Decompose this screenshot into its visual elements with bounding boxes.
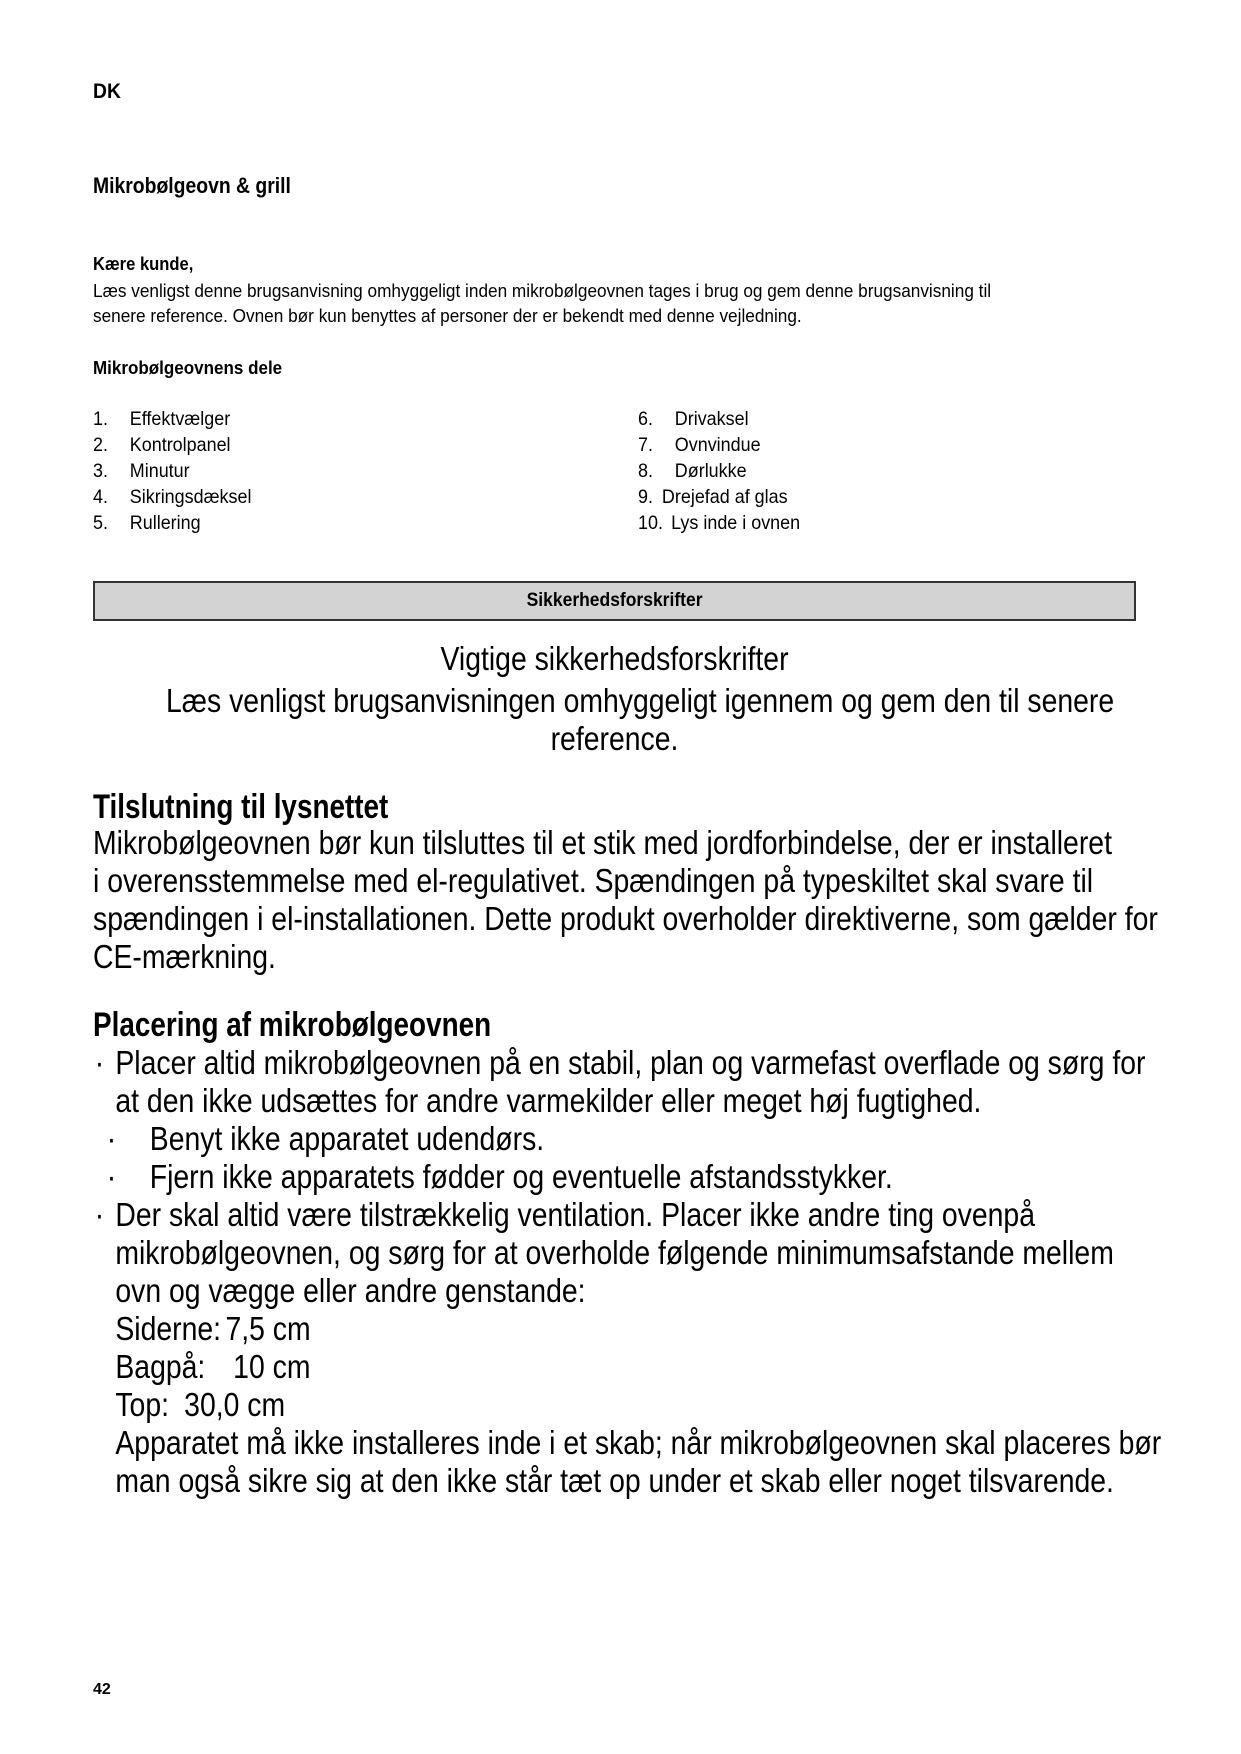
- distance-value: 30,0 cm: [184, 1386, 286, 1423]
- item-number: 2.: [93, 434, 108, 456]
- list-item: [93, 432, 251, 458]
- intro-line: senere reference. Ovnen bør kun benyttes af personer der er bekendt med denne vejledning.: [93, 305, 802, 326]
- distance-value: 7,5 cm: [225, 1310, 311, 1347]
- intro-paragraph: [93, 278, 1060, 328]
- safety-heading: Vigtige sikkerhedsforskrifter: [440, 640, 789, 677]
- item-number: 3.: [93, 460, 108, 482]
- safety-subline: Læs venligst brugsanvisningen omhyggeligt igennem og gem den til senere: [166, 682, 1115, 719]
- bullet-dot-icon: ·: [106, 1158, 117, 1195]
- safety-intro: [166, 640, 1115, 758]
- parts-list-right: [638, 406, 800, 536]
- item-number: 6.: [638, 408, 653, 430]
- bullet-line: man også sikre sig at den ikke står tæt op under et skab eller noget tilsvarende.: [115, 1462, 1114, 1499]
- list-item: [93, 510, 251, 536]
- item-label: Sikringsdæksel: [129, 486, 252, 508]
- item-label: Kontrolpanel: [129, 434, 231, 456]
- section-heading-connection: Tilslutning til lysnettet: [93, 788, 389, 826]
- list-item: [638, 484, 800, 510]
- placement-list: [93, 1044, 1161, 1500]
- item-label: Effektvælger: [129, 408, 231, 430]
- list-item: [93, 406, 251, 432]
- language-code: DK: [93, 80, 121, 103]
- intro-line: Læs venligst denne brugsanvisning omhyggeligt inden mikrobølgeovnen tages i brug og gem denne brugsanvisning til: [93, 280, 992, 301]
- bullet-item: [93, 1044, 1161, 1120]
- distance-row: [115, 1386, 1161, 1424]
- distance-row: [115, 1310, 1161, 1348]
- section-heading-placement: Placering af mikrobølgeovnen: [93, 1006, 492, 1044]
- paragraph-line: CE-mærkning.: [93, 938, 276, 975]
- bullet-line: at den ikke udsættes for andre varmekilder eller meget høj fugtighed.: [115, 1082, 982, 1119]
- connection-paragraph: [93, 824, 1158, 976]
- item-number: 4.: [93, 486, 108, 508]
- list-item: [638, 458, 800, 484]
- paragraph-line: i overensstemmelse med el-regulativet. Spændingen på typeskiltet skal svare til: [93, 862, 1094, 899]
- item-label: Dørlukke: [674, 460, 747, 482]
- sub-bullet-item: [93, 1120, 1161, 1158]
- sub-bullet-text: Fjern ikke apparatets fødder og eventuelle afstandsstykker.: [149, 1158, 893, 1195]
- item-label: Rullering: [129, 512, 201, 534]
- distance-value: 10 cm: [233, 1348, 311, 1385]
- sub-bullet-item: [93, 1158, 1161, 1196]
- item-label: Drivaksel: [674, 408, 749, 430]
- item-number: 5.: [93, 512, 108, 534]
- bullet-text: [93, 1044, 1161, 1120]
- distance-label: Bagpå:: [115, 1348, 206, 1385]
- item-label: Minutur: [129, 460, 190, 482]
- item-number: 1.: [93, 408, 108, 430]
- section-banner: [93, 581, 1136, 621]
- bullet-text: [93, 1196, 1161, 1500]
- bullet-dot-icon: ·: [106, 1120, 117, 1157]
- bullet-item: [93, 1196, 1161, 1500]
- section-banner-label: Sikkerhedsforskrifter: [526, 590, 703, 611]
- bullet-line: Der skal altid være tilstrækkelig ventilation. Placer ikke andre ting ovenpå: [115, 1196, 1035, 1233]
- item-label: Ovnvindue: [674, 434, 761, 456]
- paragraph-line: spændingen i el-installationen. Dette produkt overholder direktiverne, som gælder for: [93, 900, 1158, 937]
- greeting: Kære kunde,: [93, 254, 194, 274]
- bullet-line: mikrobølgeovnen, og sørg for at overholde følgende minimumsafstande mellem: [115, 1234, 1114, 1271]
- item-number: 9.: [638, 486, 653, 508]
- bullet-dot-icon: ·: [94, 1196, 105, 1233]
- page-number: 42: [93, 1681, 111, 1698]
- list-item: [93, 458, 251, 484]
- item-number: 7.: [638, 434, 653, 456]
- document-title: Mikrobølgeovn & grill: [93, 173, 291, 198]
- item-number: 8.: [638, 460, 653, 482]
- item-label: Lys inde i ovnen: [671, 512, 801, 534]
- distance-row: [115, 1348, 1161, 1386]
- list-item: [638, 432, 800, 458]
- item-label: Drejefad af glas: [661, 486, 788, 508]
- paragraph-line: Mikrobølgeovnen bør kun tilsluttes til et stik med jordforbindelse, der er installeret: [93, 824, 1112, 861]
- distance-label: Top:: [115, 1386, 170, 1423]
- parts-list-left: [93, 406, 251, 536]
- bullet-line: Apparatet må ikke installeres inde i et skab; når mikrobølgeovnen skal placeres bør: [115, 1424, 1162, 1461]
- sub-bullet-text: Benyt ikke apparatet udendørs.: [149, 1120, 545, 1157]
- bullet-line: ovn og vægge eller andre genstande:: [115, 1272, 586, 1309]
- parts-title: Mikrobølgeovnens dele: [93, 357, 283, 378]
- list-item: [638, 406, 800, 432]
- list-item: [93, 484, 251, 510]
- bullet-dot-icon: ·: [94, 1044, 105, 1081]
- bullet-line: Placer altid mikrobølgeovnen på en stabil, plan og varmefast overflade og sørg for: [115, 1044, 1146, 1081]
- list-item: [638, 510, 800, 536]
- safety-subline: reference.: [550, 720, 679, 757]
- item-number: 10.: [638, 512, 663, 534]
- distance-label: Siderne:: [115, 1310, 222, 1347]
